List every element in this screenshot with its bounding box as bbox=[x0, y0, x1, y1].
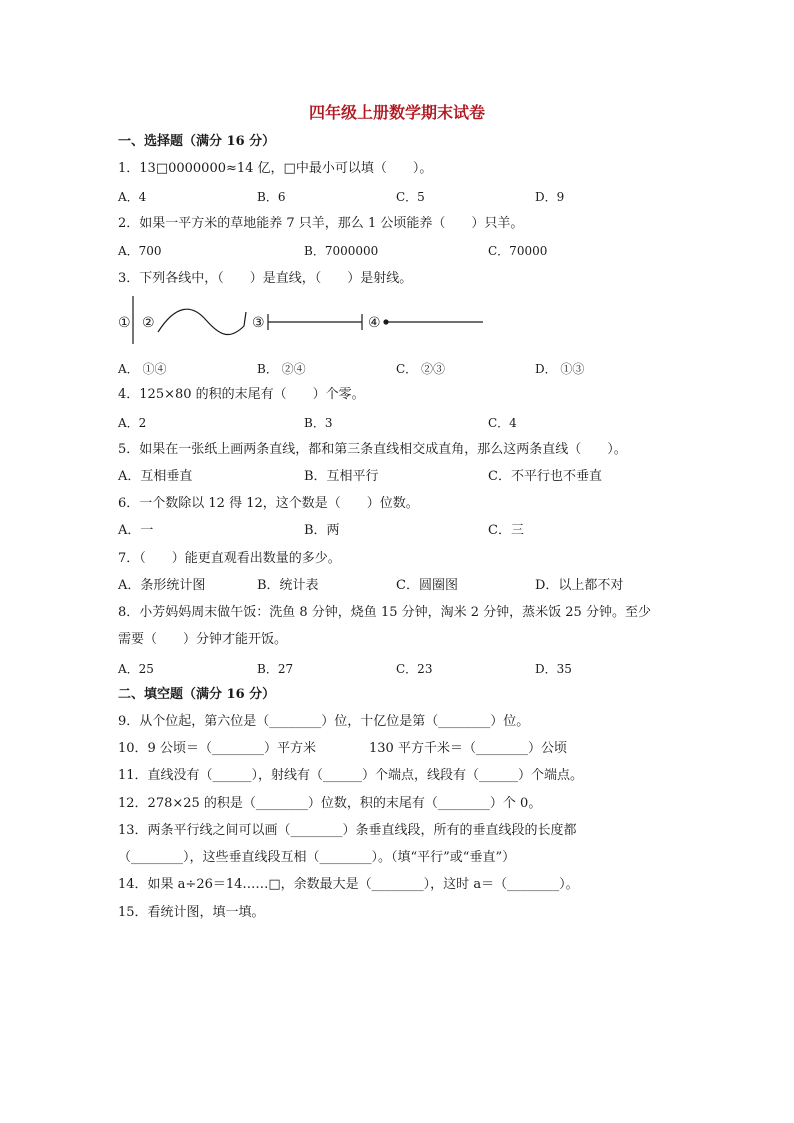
fig-label-1: ① bbox=[118, 315, 131, 331]
question-14: 14．如果 a÷26＝14……□，余数最大是（________），这时 a＝（________）。 bbox=[118, 877, 579, 892]
option-d: D．9 bbox=[535, 190, 565, 204]
option-a: A．25 bbox=[118, 662, 154, 676]
option-a: A． ①④ bbox=[118, 362, 167, 376]
option-a: A．条形统计图 bbox=[118, 578, 206, 593]
fig-label-4: ④ bbox=[368, 315, 381, 331]
question-4: 4．125×80 的积的末尾有（ ）个零。 bbox=[118, 387, 365, 402]
question-7: 7．（ ）能更直观看出数量的多少。 bbox=[118, 551, 341, 566]
question-13-line2: （________），这些垂直线段互相（________）。（填“平行”或“垂直”） bbox=[118, 850, 516, 865]
option-a: A．700 bbox=[118, 244, 162, 258]
question-12: 12．278×25 的积是（________）位数，积的末尾有（________）个 0。 bbox=[118, 796, 542, 811]
question-5: 5．如果在一张纸上画两条直线，都和第三条直线相交成直角，那么这两条直线（ ）。 bbox=[118, 442, 627, 457]
question-10-part1: 10．9 公顷＝（________）平方米 bbox=[118, 741, 316, 756]
lines-figure bbox=[118, 296, 498, 344]
option-b: B．互相平行 bbox=[304, 469, 379, 484]
option-a: A．互相垂直 bbox=[118, 469, 193, 484]
option-d: D．35 bbox=[535, 662, 572, 676]
fig-label-2: ② bbox=[142, 315, 155, 331]
option-d: D．以上都不对 bbox=[535, 578, 624, 593]
option-b: B．27 bbox=[257, 662, 294, 676]
option-a: A．一 bbox=[118, 523, 154, 538]
option-b: B．6 bbox=[257, 190, 286, 204]
section-fill-heading: 二、填空题（满分 16 分） bbox=[118, 687, 276, 702]
curve-line bbox=[158, 309, 246, 334]
question-9: 9．从个位起，第六位是（________）位，十亿位是第（________）位。 bbox=[118, 714, 530, 729]
option-c: C．4 bbox=[488, 416, 517, 430]
option-b: B．7000000 bbox=[304, 244, 379, 258]
option-d: D． ①③ bbox=[535, 362, 585, 376]
question-10-part2: 130 平方千米＝（________）公顷 bbox=[369, 741, 567, 756]
question-15: 15．看统计图，填一填。 bbox=[118, 905, 265, 920]
question-11: 11．直线没有（______），射线有（______）个端点，线段有（______）个端点。 bbox=[118, 768, 584, 783]
option-a: A．2 bbox=[118, 416, 147, 430]
lines-figure-svg bbox=[118, 296, 498, 344]
option-a: A．4 bbox=[118, 190, 147, 204]
option-b: B．统计表 bbox=[257, 578, 319, 593]
option-b: B．3 bbox=[304, 416, 333, 430]
option-c: C．圆圈图 bbox=[396, 578, 458, 593]
fig-label-3: ③ bbox=[252, 315, 265, 331]
option-b: B．两 bbox=[304, 523, 340, 538]
page-title: 四年级上册数学期末试卷 bbox=[308, 103, 485, 122]
option-c: C． ②③ bbox=[396, 362, 445, 376]
question-6: 6．一个数除以 12 得 12，这个数是（ ）位数。 bbox=[118, 496, 419, 511]
question-3: 3．下列各线中，（ ）是直线，（ ）是射线。 bbox=[118, 271, 413, 286]
option-c: C．23 bbox=[396, 662, 433, 676]
question-1: 1．13□0000000≈14 亿，□中最小可以填（ ）。 bbox=[118, 161, 433, 176]
section-choice-heading: 一、选择题（满分 16 分） bbox=[118, 134, 276, 149]
question-8-line2: 需要（ ）分钟才能开饭。 bbox=[118, 632, 288, 647]
option-c: C．不平行也不垂直 bbox=[488, 469, 602, 484]
question-13-line1: 13．两条平行线之间可以画（________）条垂直线段，所有的垂直线段的长度都 bbox=[118, 823, 577, 838]
option-c: C．70000 bbox=[488, 244, 548, 258]
question-8-line1: 8．小芳妈妈周末做午饭：洗鱼 8 分钟，烧鱼 15 分钟，淘米 2 分钟，蒸米饭 25 分钟。至少 bbox=[118, 605, 651, 620]
option-c: C．5 bbox=[396, 190, 425, 204]
question-2: 2．如果一平方米的草地能养 7 只羊，那么 1 公顷能养（ ）只羊。 bbox=[118, 216, 524, 231]
option-c: C．三 bbox=[488, 523, 524, 538]
option-b: B． ②④ bbox=[257, 362, 306, 376]
